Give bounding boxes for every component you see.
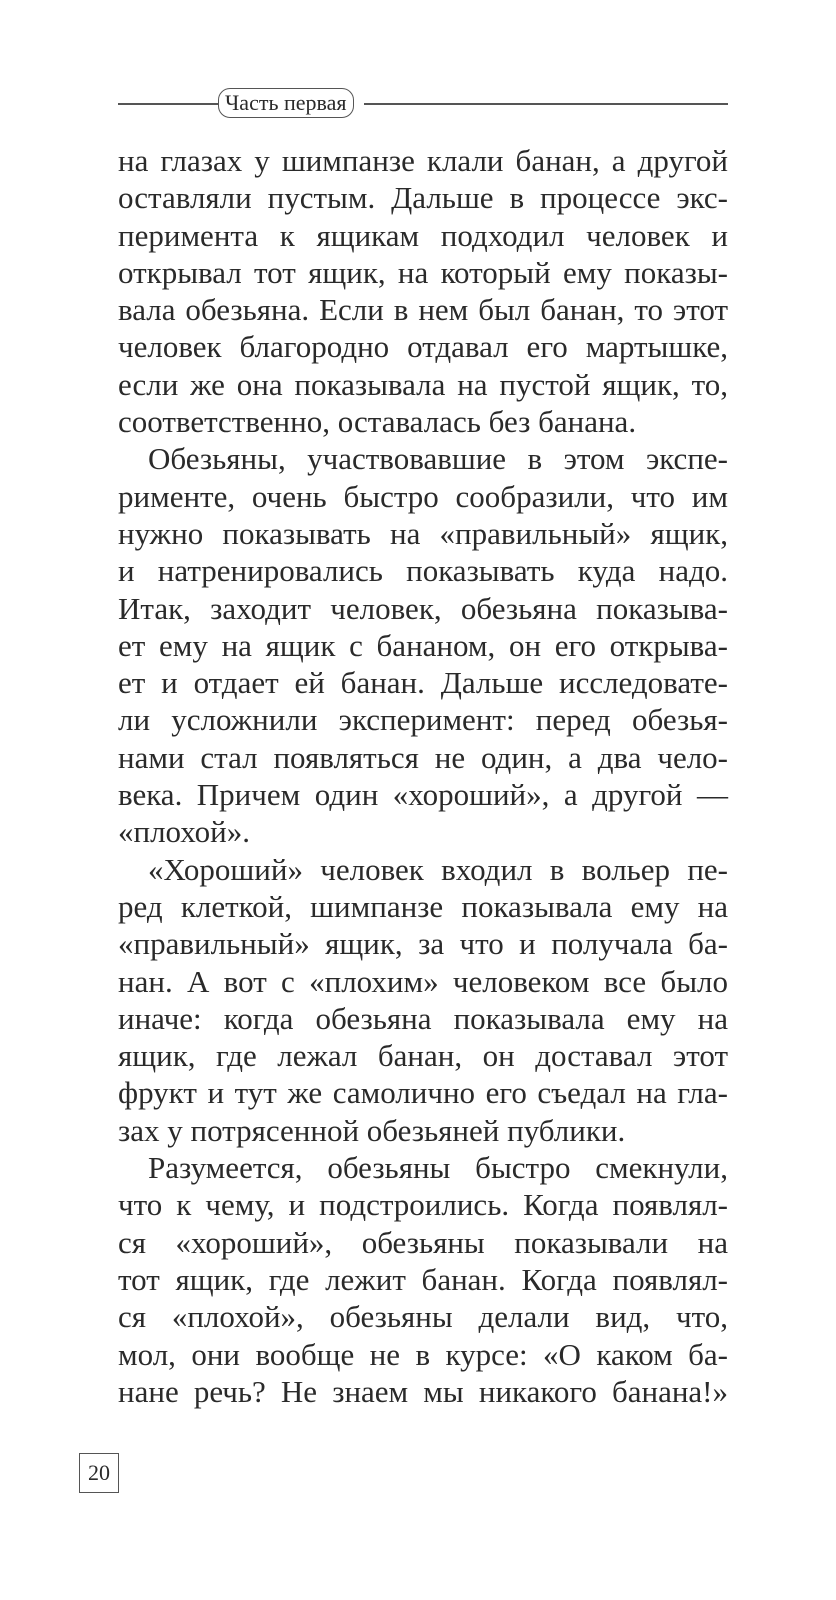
text-line: нами стал появляться не один, а два чело- [118, 739, 728, 775]
text-line: ет и отдает ей банан. Дальше исследовате- [118, 665, 728, 701]
text-line: ли усложнили эксперимент: перед обезья- [118, 702, 728, 738]
text-line: фрукт и тут же самолично его съедал на гла- [118, 1075, 728, 1111]
text-line: рименте, очень быстро сообразили, что им [118, 478, 728, 514]
text-line: ся «хороший», обезьяны показывали на [118, 1224, 728, 1260]
text-line: перимента к ящикам подходил человек и [118, 217, 728, 253]
page-body-text [118, 142, 728, 1410]
text-line: зах у потрясенной обезьяней публики. [118, 1112, 626, 1148]
text-line: ящик, где лежал банан, он доставал этот [118, 1038, 728, 1074]
text-line: если же она показывала на пустой ящик, то, [118, 366, 728, 402]
page-number: 20 [79, 1453, 119, 1493]
text-line: Разумеется, обезьяны быстро смекнули, [148, 1150, 728, 1186]
text-line: на глазах у шимпанзе клали банан, а другой [118, 143, 728, 178]
header-rule-right [364, 103, 728, 105]
section-title: Часть первая [218, 88, 354, 118]
text-line: вала обезьяна. Если в нем был банан, то этот [118, 292, 728, 328]
text-line: века. Причем один «хороший», а другой — [118, 777, 728, 813]
header-rule-left [118, 103, 218, 105]
text-line: ся «плохой», обезьяны делали вид, что, [118, 1299, 728, 1335]
text-line: открывал тот ящик, на который ему показы- [118, 254, 728, 290]
text-line: «Хороший» человек входил в вольер пе- [148, 851, 728, 887]
text-line: «плохой». [118, 814, 250, 850]
text-line: соответственно, оставалась без банана. [118, 404, 637, 440]
text-line: что к чему, и подстроились. Когда появлял- [118, 1187, 728, 1223]
text-line: «правильный» ящик, за что и получала ба- [118, 926, 728, 962]
text-line: ред клеткой, шимпанзе показывала ему на [118, 888, 728, 924]
running-header [118, 88, 728, 118]
text-line: и натренировались показывать куда надо. [118, 553, 728, 589]
text-line: мол, они вообще не в курсе: «О каком ба- [118, 1336, 728, 1372]
text-line: Итак, заходит человек, обезьяна показыва- [118, 590, 728, 626]
text-line: иначе: когда обезьяна показывала ему на [118, 1000, 728, 1036]
text-line: нан. А вот с «плохим» человеком все было [118, 963, 728, 999]
text-line: оставляли пустым. Дальше в процессе экс- [118, 180, 728, 216]
text-line: человек благородно отдавал его мартышке, [118, 329, 728, 365]
text-line: тот ящик, где лежит банан. Когда появлял- [118, 1261, 728, 1297]
text-line: нане речь? Не знаем мы никакого банана!» [118, 1373, 728, 1409]
text-line: нужно показывать на «правильный» ящик, [118, 515, 728, 551]
text-line: ет ему на ящик с бананом, он его открыва- [118, 627, 728, 663]
text-line: Обезьяны, участвовавшие в этом экспе- [148, 441, 728, 477]
